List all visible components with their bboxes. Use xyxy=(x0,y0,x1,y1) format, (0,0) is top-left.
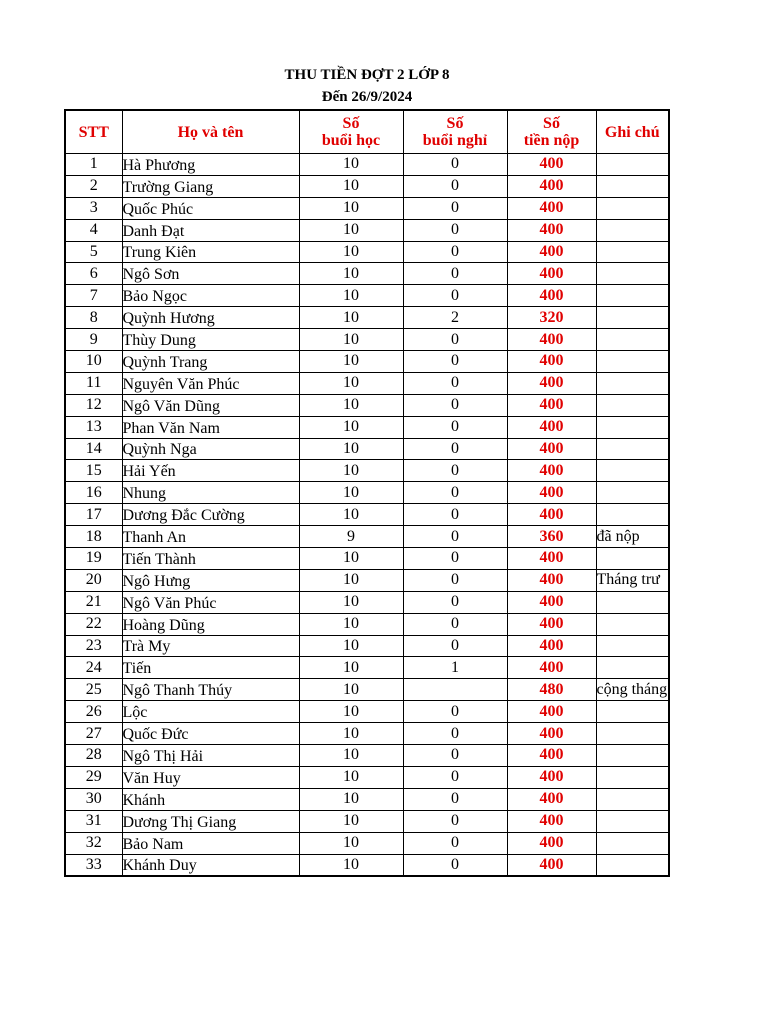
cell-note xyxy=(596,810,669,832)
cell-sessions: 10 xyxy=(299,569,403,591)
table-row xyxy=(65,723,669,745)
cell-amount: 400 xyxy=(507,241,596,263)
cell-note xyxy=(596,745,669,767)
cell-sessions: 10 xyxy=(299,788,403,810)
cell-sessions: 10 xyxy=(299,154,403,176)
cell-stt: 11 xyxy=(65,372,122,394)
cell-note xyxy=(596,832,669,854)
cell-sessions: 10 xyxy=(299,766,403,788)
table-row xyxy=(65,460,669,482)
cell-stt: 20 xyxy=(65,569,122,591)
cell-name: Phan Văn Nam xyxy=(122,416,299,438)
cell-amount: 400 xyxy=(507,613,596,635)
cell-stt: 15 xyxy=(65,460,122,482)
cell-absent: 0 xyxy=(403,329,507,351)
cell-amount: 400 xyxy=(507,657,596,679)
cell-absent: 0 xyxy=(403,788,507,810)
cell-note xyxy=(596,723,669,745)
cell-note xyxy=(596,154,669,176)
cell-absent: 0 xyxy=(403,810,507,832)
table-row xyxy=(65,307,669,329)
cell-sessions: 10 xyxy=(299,701,403,723)
cell-stt: 19 xyxy=(65,548,122,570)
cell-name: Dương Đắc Cường xyxy=(122,504,299,526)
cell-sessions: 10 xyxy=(299,219,403,241)
cell-stt: 24 xyxy=(65,657,122,679)
cell-amount: 400 xyxy=(507,154,596,176)
cell-name: Quỳnh Hương xyxy=(122,307,299,329)
cell-stt: 7 xyxy=(65,285,122,307)
cell-absent: 0 xyxy=(403,263,507,285)
cell-amount: 400 xyxy=(507,416,596,438)
cell-amount: 360 xyxy=(507,526,596,548)
header-note: Ghi chú xyxy=(596,110,669,154)
cell-name: Lộc xyxy=(122,701,299,723)
cell-sessions: 10 xyxy=(299,241,403,263)
cell-sessions: 10 xyxy=(299,263,403,285)
cell-name: Nhung xyxy=(122,482,299,504)
cell-absent: 0 xyxy=(403,351,507,373)
cell-sessions: 10 xyxy=(299,197,403,219)
cell-sessions: 10 xyxy=(299,460,403,482)
cell-absent: 0 xyxy=(403,723,507,745)
cell-amount: 400 xyxy=(507,219,596,241)
cell-note xyxy=(596,657,669,679)
table-row xyxy=(65,263,669,285)
cell-stt: 10 xyxy=(65,351,122,373)
cell-amount: 400 xyxy=(507,569,596,591)
cell-amount: 400 xyxy=(507,810,596,832)
cell-name: Văn Huy xyxy=(122,766,299,788)
cell-stt: 25 xyxy=(65,679,122,701)
table-row xyxy=(65,329,669,351)
cell-note xyxy=(596,854,669,876)
cell-note xyxy=(596,285,669,307)
cell-note: đã nộp xyxy=(596,526,669,548)
table-row xyxy=(65,482,669,504)
cell-stt: 26 xyxy=(65,701,122,723)
cell-sessions: 9 xyxy=(299,526,403,548)
cell-name: Hải Yến xyxy=(122,460,299,482)
table-row xyxy=(65,854,669,876)
cell-stt: 17 xyxy=(65,504,122,526)
cell-stt: 1 xyxy=(65,154,122,176)
cell-stt: 28 xyxy=(65,745,122,767)
cell-sessions: 10 xyxy=(299,679,403,701)
cell-name: Hoàng Dũng xyxy=(122,613,299,635)
cell-stt: 16 xyxy=(65,482,122,504)
cell-name: Tiến Thành xyxy=(122,548,299,570)
cell-absent: 0 xyxy=(403,613,507,635)
table-row xyxy=(65,416,669,438)
cell-absent: 0 xyxy=(403,745,507,767)
cell-amount: 400 xyxy=(507,329,596,351)
cell-amount: 400 xyxy=(507,482,596,504)
table-row xyxy=(65,613,669,635)
cell-note xyxy=(596,351,669,373)
cell-absent: 0 xyxy=(403,766,507,788)
cell-stt: 14 xyxy=(65,438,122,460)
cell-amount: 400 xyxy=(507,788,596,810)
cell-note xyxy=(596,788,669,810)
cell-sessions: 10 xyxy=(299,832,403,854)
cell-name: Hà Phương xyxy=(122,154,299,176)
cell-amount: 400 xyxy=(507,263,596,285)
cell-stt: 4 xyxy=(65,219,122,241)
cell-name: Ngô Sơn xyxy=(122,263,299,285)
cell-absent: 2 xyxy=(403,307,507,329)
cell-name: Thanh An xyxy=(122,526,299,548)
table-row xyxy=(65,372,669,394)
table-row xyxy=(65,285,669,307)
cell-stt: 21 xyxy=(65,591,122,613)
cell-sessions: 10 xyxy=(299,613,403,635)
cell-stt: 29 xyxy=(65,766,122,788)
cell-absent: 0 xyxy=(403,197,507,219)
cell-name: Nguyên Văn Phúc xyxy=(122,372,299,394)
table-row xyxy=(65,548,669,570)
cell-name: Quỳnh Nga xyxy=(122,438,299,460)
cell-note xyxy=(596,591,669,613)
cell-sessions: 10 xyxy=(299,657,403,679)
cell-amount: 400 xyxy=(507,854,596,876)
cell-amount: 400 xyxy=(507,832,596,854)
page-title: THU TIỀN ĐỢT 2 LỚP 8 xyxy=(284,67,450,83)
cell-amount: 400 xyxy=(507,766,596,788)
cell-note xyxy=(596,263,669,285)
table-row xyxy=(65,394,669,416)
cell-stt: 2 xyxy=(65,175,122,197)
cell-amount: 400 xyxy=(507,635,596,657)
cell-absent: 0 xyxy=(403,394,507,416)
cell-note xyxy=(596,482,669,504)
table-row xyxy=(65,438,669,460)
cell-note xyxy=(596,460,669,482)
cell-absent xyxy=(403,679,507,701)
cell-absent: 0 xyxy=(403,504,507,526)
cell-absent: 0 xyxy=(403,460,507,482)
cell-sessions: 10 xyxy=(299,504,403,526)
table-row xyxy=(65,745,669,767)
cell-stt: 30 xyxy=(65,788,122,810)
cell-note: cộng tháng xyxy=(596,679,669,701)
table-row xyxy=(65,832,669,854)
cell-absent: 0 xyxy=(403,285,507,307)
cell-sessions: 10 xyxy=(299,416,403,438)
table-row xyxy=(65,657,669,679)
cell-note: Tháng trư xyxy=(596,569,669,591)
table-row xyxy=(65,766,669,788)
cell-absent: 0 xyxy=(403,854,507,876)
cell-sessions: 10 xyxy=(299,635,403,657)
cell-name: Trường Giang xyxy=(122,175,299,197)
cell-note xyxy=(596,372,669,394)
cell-stt: 23 xyxy=(65,635,122,657)
table-row xyxy=(65,504,669,526)
table-row xyxy=(65,175,669,197)
cell-absent: 0 xyxy=(403,241,507,263)
cell-amount: 400 xyxy=(507,723,596,745)
cell-name: Khánh xyxy=(122,788,299,810)
cell-name: Ngô Hưng xyxy=(122,569,299,591)
cell-stt: 8 xyxy=(65,307,122,329)
cell-name: Danh Đạt xyxy=(122,219,299,241)
cell-sessions: 10 xyxy=(299,372,403,394)
header-amount-line1: Số xyxy=(543,115,560,132)
cell-note xyxy=(596,241,669,263)
cell-absent: 0 xyxy=(403,635,507,657)
cell-name: Trung Kiên xyxy=(122,241,299,263)
cell-sessions: 10 xyxy=(299,854,403,876)
header-absent xyxy=(403,110,507,154)
cell-amount: 400 xyxy=(507,197,596,219)
cell-stt: 32 xyxy=(65,832,122,854)
table-row xyxy=(65,679,669,701)
cell-stt: 6 xyxy=(65,263,122,285)
cell-amount: 400 xyxy=(507,175,596,197)
cell-sessions: 10 xyxy=(299,175,403,197)
cell-sessions: 10 xyxy=(299,285,403,307)
header-stt: STT xyxy=(65,110,122,154)
cell-absent: 0 xyxy=(403,832,507,854)
cell-name: Quốc Phúc xyxy=(122,197,299,219)
cell-sessions: 10 xyxy=(299,723,403,745)
cell-name: Tiến xyxy=(122,657,299,679)
cell-sessions: 10 xyxy=(299,351,403,373)
cell-amount: 400 xyxy=(507,504,596,526)
cell-name: Thùy Dung xyxy=(122,329,299,351)
cell-amount: 400 xyxy=(507,438,596,460)
cell-sessions: 10 xyxy=(299,548,403,570)
cell-stt: 31 xyxy=(65,810,122,832)
table-row xyxy=(65,701,669,723)
cell-note xyxy=(596,416,669,438)
cell-amount: 480 xyxy=(507,679,596,701)
payment-table xyxy=(64,109,670,877)
cell-name: Trà My xyxy=(122,635,299,657)
cell-amount: 400 xyxy=(507,745,596,767)
cell-note xyxy=(596,329,669,351)
table-row xyxy=(65,219,669,241)
cell-sessions: 10 xyxy=(299,745,403,767)
table-row xyxy=(65,526,669,548)
cell-note xyxy=(596,394,669,416)
table-row xyxy=(65,241,669,263)
cell-absent: 0 xyxy=(403,548,507,570)
cell-note xyxy=(596,438,669,460)
cell-note xyxy=(596,175,669,197)
header-row xyxy=(65,110,669,154)
cell-sessions: 10 xyxy=(299,810,403,832)
cell-name: Bảo Nam xyxy=(122,832,299,854)
cell-absent: 0 xyxy=(403,526,507,548)
cell-absent: 0 xyxy=(403,591,507,613)
cell-amount: 400 xyxy=(507,548,596,570)
cell-absent: 0 xyxy=(403,219,507,241)
cell-note xyxy=(596,307,669,329)
cell-sessions: 10 xyxy=(299,307,403,329)
cell-name: Dương Thị Giang xyxy=(122,810,299,832)
header-sessions-line1: Số xyxy=(342,115,360,132)
cell-name: Ngô Văn Phúc xyxy=(122,591,299,613)
table-row xyxy=(65,635,669,657)
cell-sessions: 10 xyxy=(299,329,403,351)
cell-absent: 0 xyxy=(403,569,507,591)
cell-name: Ngô Thanh Thúy xyxy=(122,679,299,701)
header-absent-line2: buổi nghỉ xyxy=(422,132,488,149)
cell-amount: 400 xyxy=(507,285,596,307)
header-amount-line2: tiền nộp xyxy=(523,132,580,149)
cell-note xyxy=(596,219,669,241)
cell-amount: 320 xyxy=(507,307,596,329)
cell-absent: 0 xyxy=(403,175,507,197)
cell-absent: 0 xyxy=(403,372,507,394)
header-sessions-line2: buổi học xyxy=(321,132,381,149)
cell-amount: 400 xyxy=(507,701,596,723)
cell-absent: 0 xyxy=(403,438,507,460)
cell-amount: 400 xyxy=(507,460,596,482)
cell-sessions: 10 xyxy=(299,394,403,416)
cell-stt: 18 xyxy=(65,526,122,548)
table-row xyxy=(65,197,669,219)
cell-stt: 3 xyxy=(65,197,122,219)
cell-absent: 0 xyxy=(403,416,507,438)
cell-sessions: 10 xyxy=(299,438,403,460)
cell-stt: 5 xyxy=(65,241,122,263)
cell-name: Quỳnh Trang xyxy=(122,351,299,373)
cell-absent: 0 xyxy=(403,482,507,504)
cell-stt: 13 xyxy=(65,416,122,438)
table-row xyxy=(65,591,669,613)
cell-note xyxy=(596,504,669,526)
cell-stt: 27 xyxy=(65,723,122,745)
cell-sessions: 10 xyxy=(299,482,403,504)
cell-stt: 9 xyxy=(65,329,122,351)
cell-note xyxy=(596,766,669,788)
table-row xyxy=(65,154,669,176)
cell-sessions: 10 xyxy=(299,591,403,613)
cell-absent: 0 xyxy=(403,701,507,723)
cell-absent: 0 xyxy=(403,154,507,176)
cell-note xyxy=(596,548,669,570)
cell-amount: 400 xyxy=(507,591,596,613)
cell-name: Bảo Ngọc xyxy=(122,285,299,307)
cell-name: Ngô Thị Hải xyxy=(122,745,299,767)
header-name: Họ và tên xyxy=(122,110,299,154)
cell-name: Khánh Duy xyxy=(122,854,299,876)
header-amount xyxy=(507,110,596,154)
cell-note xyxy=(596,613,669,635)
cell-amount: 400 xyxy=(507,394,596,416)
cell-name: Quốc Đức xyxy=(122,723,299,745)
cell-name: Ngô Văn Dũng xyxy=(122,394,299,416)
cell-absent: 1 xyxy=(403,657,507,679)
table-row xyxy=(65,351,669,373)
cell-note xyxy=(596,701,669,723)
header-sessions xyxy=(299,110,403,154)
cell-stt: 12 xyxy=(65,394,122,416)
table-row xyxy=(65,569,669,591)
cell-amount: 400 xyxy=(507,372,596,394)
cell-note xyxy=(596,197,669,219)
cell-stt: 22 xyxy=(65,613,122,635)
cell-note xyxy=(596,635,669,657)
page-subtitle: Đến 26/9/2024 xyxy=(321,89,413,105)
table-row xyxy=(65,788,669,810)
cell-amount: 400 xyxy=(507,351,596,373)
cell-stt: 33 xyxy=(65,854,122,876)
table-row xyxy=(65,810,669,832)
header-absent-line1: Số xyxy=(446,115,464,132)
